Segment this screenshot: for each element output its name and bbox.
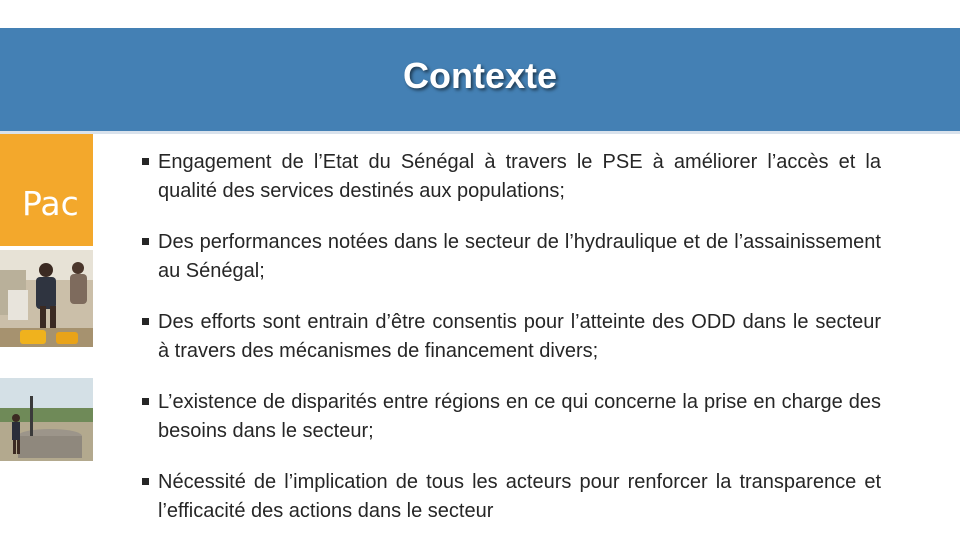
bullet-item xyxy=(142,388,881,446)
side-tile-text: Pac xyxy=(22,184,79,223)
well-photo xyxy=(0,378,93,461)
slide-title: Contexte xyxy=(402,55,558,96)
bullet-text: Nécessité de l’implication de tous les acteurs pour renforcer la transparence et l’efficacité des actions dans le secteur xyxy=(158,471,881,522)
bullet-text: Des efforts sont entrain d’être consentis pour l’atteinte des ODD dans le secteur à travers des mécanismes de financement divers; xyxy=(158,311,881,362)
bullet-square-icon xyxy=(142,318,149,325)
bullet-text: L’existence de disparités entre régions en ce qui concerne la prise en charge des besoins dans le secteur; xyxy=(158,391,881,442)
bullet-item xyxy=(142,228,881,286)
water-pump-photo xyxy=(0,250,93,347)
bullet-text: Engagement de l’Etat du Sénégal à travers le PSE à améliorer l’accès et la qualité des services destinés aux populations; xyxy=(158,151,881,202)
title-divider xyxy=(0,131,960,134)
bullet-item xyxy=(142,148,881,206)
bullet-square-icon xyxy=(142,238,149,245)
bullet-text: Des performances notées dans le secteur de l’hydraulique et de l’assainissement au Sénégal; xyxy=(158,231,881,282)
bullet-item xyxy=(142,308,881,366)
side-tile xyxy=(0,134,93,246)
bullet-square-icon xyxy=(142,478,149,485)
bullet-square-icon xyxy=(142,398,149,405)
bullet-item xyxy=(142,468,881,526)
bullet-list xyxy=(142,148,881,548)
bullet-square-icon xyxy=(142,158,149,165)
